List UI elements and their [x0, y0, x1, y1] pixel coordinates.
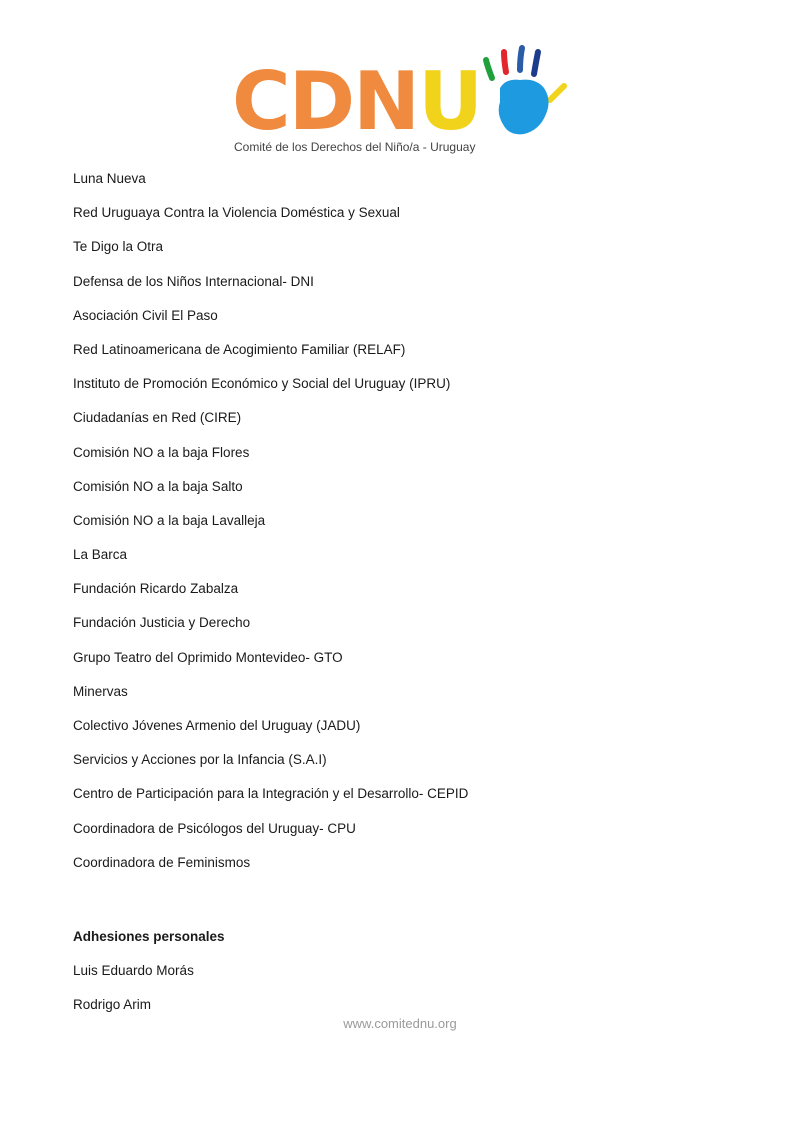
list-item: Luna Nueva: [73, 171, 146, 186]
section-title-personal: Adhesiones personales: [73, 929, 225, 944]
finger-blue: [520, 48, 522, 70]
list-item: Rodrigo Arim: [73, 997, 152, 1013]
list-item: Red Latinoamericana de Acogimiento Familiar (RELAF): [73, 341, 406, 357]
footer-url: www.comitednu.org: [343, 1016, 457, 1031]
palm-shape: [499, 80, 549, 135]
list-item: Comisión NO a la baja Salto: [73, 478, 243, 494]
list-item: Comisión NO a la baja Lavalleja: [73, 512, 266, 528]
list-item: Minervas: [73, 683, 128, 699]
logo-letter-c: C: [232, 55, 289, 148]
list-item: Luis Eduardo Morás: [73, 963, 194, 978]
list-item: Servicios y Acciones por la Infancia (S.A.I): [73, 752, 327, 768]
list-item: Instituto de Promoción Económico y Social del Uruguay (IPRU): [73, 376, 451, 392]
list-item: Asociación Civil El Paso: [73, 307, 218, 323]
finger-green: [486, 60, 492, 78]
list-item: Centro de Participación para la Integración y el Desarrollo- CEPID: [73, 786, 469, 802]
list-item: Grupo Teatro del Oprimido Montevideo- GTO: [73, 649, 343, 665]
finger-red: [504, 52, 506, 72]
list-item: Coordinadora de Feminismos: [73, 854, 251, 870]
list-item: Te Digo la Otra: [73, 239, 164, 255]
list-item: Colectivo Jóvenes Armenio del Uruguay (JADU): [73, 718, 361, 733]
list-item: Comisión NO a la baja Flores: [73, 444, 250, 460]
logo-letter-d: D: [288, 55, 354, 148]
list-item: Fundación Justicia y Derecho: [73, 615, 251, 631]
organization-list: [73, 170, 468, 888]
list-item: Coordinadora de Psicólogos del Uruguay- CPU: [73, 820, 356, 836]
cdnu-logo: [232, 44, 572, 156]
logo-tagline: Comité de los Derechos del Niño/a - Uruguay: [234, 140, 476, 154]
list-item: Red Uruguaya Contra la Violencia Doméstica y Sexual: [73, 205, 400, 221]
list-item: La Barca: [73, 547, 128, 563]
finger-navy: [534, 52, 538, 74]
list-item: Ciudadanías en Red (CIRE): [73, 410, 242, 426]
list-item: Defensa de los Niños Internacional- DNI: [73, 273, 314, 289]
logo-letter-u: U: [418, 55, 482, 148]
logo-letter-n: N: [353, 55, 419, 148]
finger-yellow: [550, 86, 564, 100]
list-item: Fundación Ricardo Zabalza: [73, 581, 239, 597]
hand-print-icon: [480, 44, 572, 140]
